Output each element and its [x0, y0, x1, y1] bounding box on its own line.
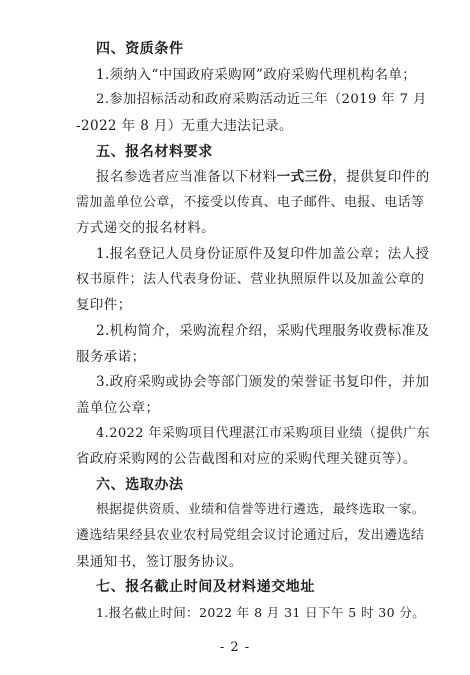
materials-item-4-line-1: 4.2022 年采购项目代理湛江市采购项目业绩（提供广东	[96, 426, 430, 441]
section-heading-qualifications: 四、资质条件	[96, 41, 184, 57]
section-heading-selection: 六、选取办法	[96, 477, 184, 493]
materials-item-2-line-2: 服务承诺；	[76, 349, 146, 365]
materials-item-1-line-2: 权书原件；法人代表身份证、营业执照原件以及加盖公章的	[76, 272, 425, 287]
materials-intro-text-b: ，提供复印件的	[332, 169, 430, 185]
materials-intro-emphasis: 一式三份	[276, 169, 333, 185]
section-heading-deadline: 七、报名截止时间及材料递交地址	[96, 579, 315, 595]
materials-item-3-line-2: 盖单位公章；	[76, 400, 160, 416]
qualification-item-2-line-1: 2.参加招标活动和政府采购活动近三年（2019 年 7 月	[96, 92, 427, 107]
selection-line-3: 果通知书，签订服务协议。	[76, 554, 243, 570]
materials-item-4-line-2: 省政府采购网的公告截图和对应的采购代理关键页等）。	[76, 451, 417, 467]
qualification-item-1: 1.须纳入“中国政府采购网”政府采购代理机构名单；	[96, 67, 417, 83]
selection-line-2: 遴选结果经县农业农村局党组会议讨论通过后，发出遴选结	[76, 528, 425, 543]
materials-item-3-line-1: 3.政府采购或协会等部门颁发的荣誉证书复印件，并加	[96, 374, 430, 390]
page-number: - 2 -	[219, 640, 251, 655]
materials-intro-text-a: 报名参选者应当准备以下材料	[96, 169, 277, 185]
qualification-item-2-line-2: -2022 年 8 月）无重大违法记录。	[76, 118, 293, 134]
materials-item-1-line-3: 复印件；	[76, 297, 132, 313]
selection-line-1: 根据提供资质、业绩和信誉等进行遴选，最终选取一家。	[96, 502, 425, 517]
materials-item-2-line-1: 2.机构简介，采购流程介绍，采购代理服务收费标准及	[96, 323, 430, 339]
materials-item-1-line-1: 1.报名登记人员身份证原件及复印件加盖公章；法人授	[96, 246, 430, 262]
materials-intro-line-3: 方式递交的报名材料。	[76, 220, 215, 236]
materials-intro-line-2: 需加盖单位公章，不接受以传真、电子邮件、电报、电话等	[76, 195, 425, 210]
deadline-item-1: 1.报名截止时间：2022 年 8 月 31 日下午 5 时 30 分。	[96, 605, 426, 620]
section-heading-materials: 五、报名材料要求	[96, 144, 213, 160]
materials-intro-line-1	[96, 168, 430, 186]
